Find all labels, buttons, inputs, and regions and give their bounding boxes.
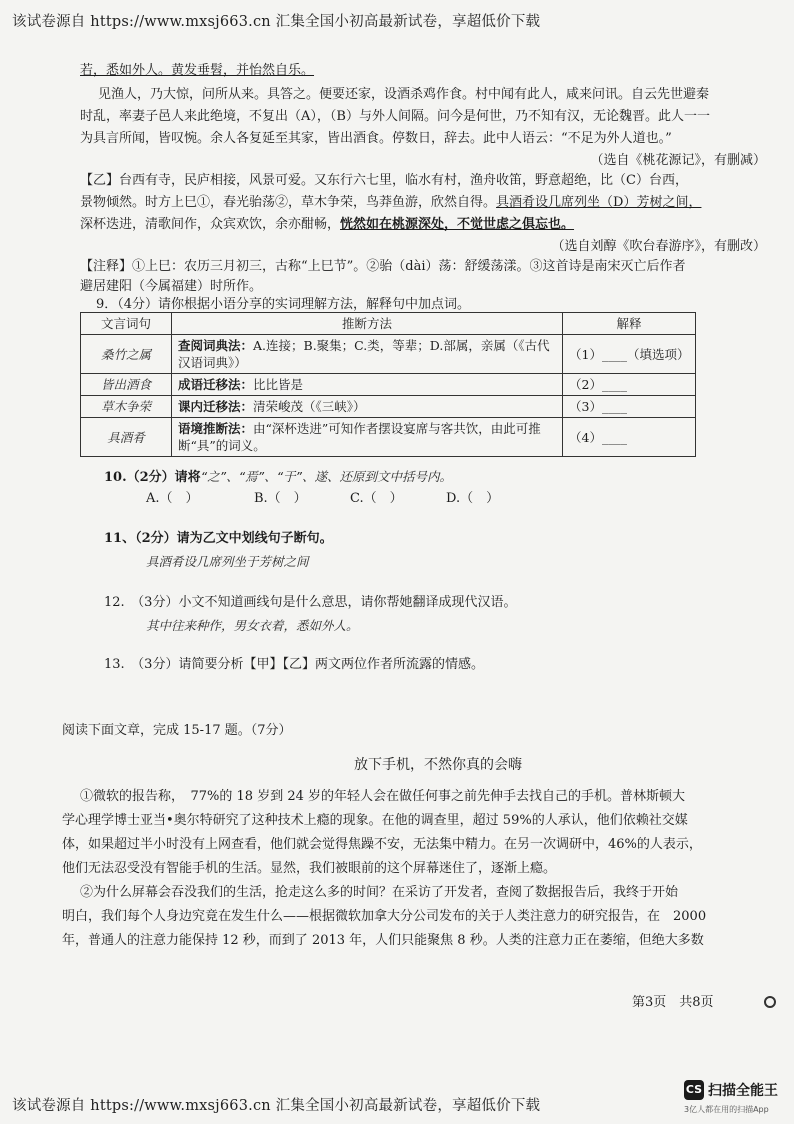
circle-icon (764, 996, 776, 1008)
reading-p1-line-2: 学心理学博士亚当•奥尔特研究了这种技术上瘾的现象。在他的调查里，超过 59%的人承认，他们依赖社交媒 (62, 813, 688, 828)
jia-source: （选自《桃花源记》，有删减） (590, 153, 766, 168)
q9-row-phrase: 皆出酒食 (81, 374, 172, 396)
q9-answer-field[interactable]: （3）____ (563, 396, 696, 418)
q12-answer-handwriting[interactable]: 其中往来种作，男女衣着，悉如外人。 (146, 618, 359, 633)
table-row (81, 418, 696, 457)
table-row (81, 374, 696, 396)
yi-line-3 (80, 216, 574, 234)
camscanner-tagline: 3亿人都在用的扫描App (684, 1105, 769, 1114)
reading-p2-line-3: 年，普通人的注意力能保持 12 秒，而到了 2013 年，人们只能聚焦 8 秒。人类的注意力正在萎缩，但绝大多数 (62, 933, 704, 948)
q9-answer-field[interactable]: （4）____ (563, 418, 696, 457)
q9-row-method-label: 成语迁移法： (178, 377, 254, 392)
q9-row-method-text: 比比皆是 (253, 377, 304, 392)
q9-row-phrase: 桑竹之属 (81, 335, 172, 374)
q10-text: 10.（2分）请将 (104, 470, 201, 485)
q10-option-b[interactable]: B.（ ） (254, 491, 307, 506)
q9-row-method (172, 418, 563, 457)
reading-p1-line-1: ①微软的报告称， 77%的 18 岁到 24 岁的年轻人会在做任何事之前先伸手去找自己的手机。普林斯顿大 (80, 789, 686, 804)
notes-line-1: 【注释】①上巳：农历三月初三，古称“上巳节”。②骀（dài）荡：舒缓荡漾。③这首诗是南宋灭亡后作者 (80, 259, 686, 274)
yi-line-3b-underlined: 恍然如在桃源深处，不觉世虑之俱忘也。 (340, 217, 575, 232)
q9-row-method-text: A.连接；B.聚集；C.类，等辈；D.部属，亲属（《古代汉语词典》） (178, 338, 550, 370)
q11-answer-handwriting[interactable]: 具酒肴设几席列坐于芳树之间 (146, 554, 309, 569)
q10-option-c[interactable]: C.（ ） (350, 491, 403, 506)
jia-line-3: 时乱，率妻子邑人来此绝境，不复出（A），（B）与外人间隔。问今是何世，乃不知有汉，无论魏晋。此人一一 (80, 109, 710, 124)
q9-row-phrase: 具酒肴 (81, 418, 172, 457)
q9-prompt: 9．（4分）请你根据小语分享的实词理解方法，解释句中加点词。 (96, 297, 471, 312)
q9-row-method-label: 查阅词典法： (178, 338, 254, 353)
yi-line-2 (80, 194, 701, 212)
q9-row-method-label: 课内迁移法： (178, 399, 254, 414)
reading-p2-line-2: 明白，我们每个人身边究竟在发生什么——根据微软加拿大分公司发布的关于人类注意力的研究报告，在 2000 (62, 909, 707, 924)
yi-line-1: 【乙】台西有寺，民庐相接，风景可爱。又东行六七里，临水有村，渔舟收笛，野意超绝，比（C）台西， (80, 173, 688, 188)
source-banner-top: 该试卷源自 https://www.mxsj663.cn 汇集全国小初高最新试卷，享超低价下载 (12, 14, 541, 30)
reading-p1-line-3: 体，如果超过半小时没有上网查看，他们就会觉得焦躁不安，无法集中精力。在另一次调研中，46%的人表示， (62, 837, 702, 852)
q11-prompt: 11、（2分）请为乙文中划线句子断句。 (104, 531, 333, 546)
page-number: 第3页 共8页 (632, 995, 714, 1010)
q9-header-answer: 解释 (563, 313, 696, 335)
yi-line-3a: 深杯迭进，清歌间作，众宾欢饮，余亦酣畅， (80, 217, 341, 232)
q9-row-method (172, 374, 563, 396)
q10-prompt (104, 468, 452, 487)
q9-row-method (172, 396, 563, 418)
q9-table (80, 312, 696, 457)
q13-prompt: 13. （3分）请简要分析【甲】【乙】两文两位作者所流露的情感。 (104, 657, 484, 672)
reading-intro: 阅读下面文章，完成 15-17 题。（7分） (62, 723, 292, 738)
q10-option-a[interactable]: A.（ ） (146, 491, 199, 506)
yi-line-2b-underlined: 具酒肴设几席列坐（D）芳树之间， (496, 195, 702, 210)
q9-header-method: 推断方法 (172, 313, 563, 335)
q9-row-method-text: 由“深杯迭进”可知作者摆设宴席与客共饮，由此可推断“具”的词义。 (178, 421, 541, 453)
q9-row-method-text: 清荣峻茂（《三峡》） (253, 399, 366, 414)
jia-line-1: 若，悉如外人。黄发垂髫，并怡然自乐。 (80, 63, 315, 78)
camscanner-name: 扫描全能王 (708, 1083, 778, 1099)
q9-header-phrase: 文言词句 (81, 313, 172, 335)
yi-source: （选自刘醇《吹台春游序》，有删改） (551, 239, 766, 254)
q9-row-method-label: 语境推断法： (178, 421, 254, 436)
q9-answer-field[interactable]: （1）____（填选项） (563, 335, 696, 374)
q10-handwriting: “之”、“焉”、“于”、遂、还原到文中括号内。 (200, 469, 453, 484)
q9-table-header (81, 313, 696, 335)
q9-answer-field[interactable]: （2）____ (563, 374, 696, 396)
camscanner-logo-icon: CS (684, 1080, 704, 1100)
q12-prompt: 12. （3分）小文不知道画线句是什么意思，请你帮她翻译成现代汉语。 (104, 595, 517, 610)
q9-row-method (172, 335, 563, 374)
reading-p2-line-1: ②为什么屏幕会吞没我们的生活，抢走这么多的时间？在采访了开发者，查阅了数据报告后，我终于开始 (80, 885, 679, 900)
jia-line-2: 见渔人，乃大惊，问所从来。具答之。便要还家，设酒杀鸡作食。村中闻有此人，咸来问讯。自云先世避秦 (98, 87, 710, 102)
table-row (81, 335, 696, 374)
source-banner-bottom: 该试卷源自 https://www.mxsj663.cn 汇集全国小初高最新试卷，享超低价下载 (12, 1098, 541, 1114)
q10-option-d[interactable]: D.（ ） (446, 491, 500, 506)
yi-line-2a: 景物倾然。时方上巳①，春光骀荡②，草木争荣，鸟莽鱼游，欣然自得。 (80, 195, 497, 210)
reading-p1-line-4: 他们无法忍受没有智能手机的生活。显然，我们被眼前的这个屏幕迷住了，逐渐上瘾。 (62, 861, 557, 876)
jia-line-4: 为具言所闻，皆叹惋。余人各复延至其家，皆出酒食。停数日，辞去。此中人语云：“不足为外人道也。” (80, 131, 672, 146)
notes-line-2: 避居建阳（今属福建）时所作。 (80, 279, 263, 294)
q9-row-phrase: 草木争荣 (81, 396, 172, 418)
reading-title: 放下手机，不然你真的会嗨 (354, 757, 522, 773)
table-row (81, 396, 696, 418)
